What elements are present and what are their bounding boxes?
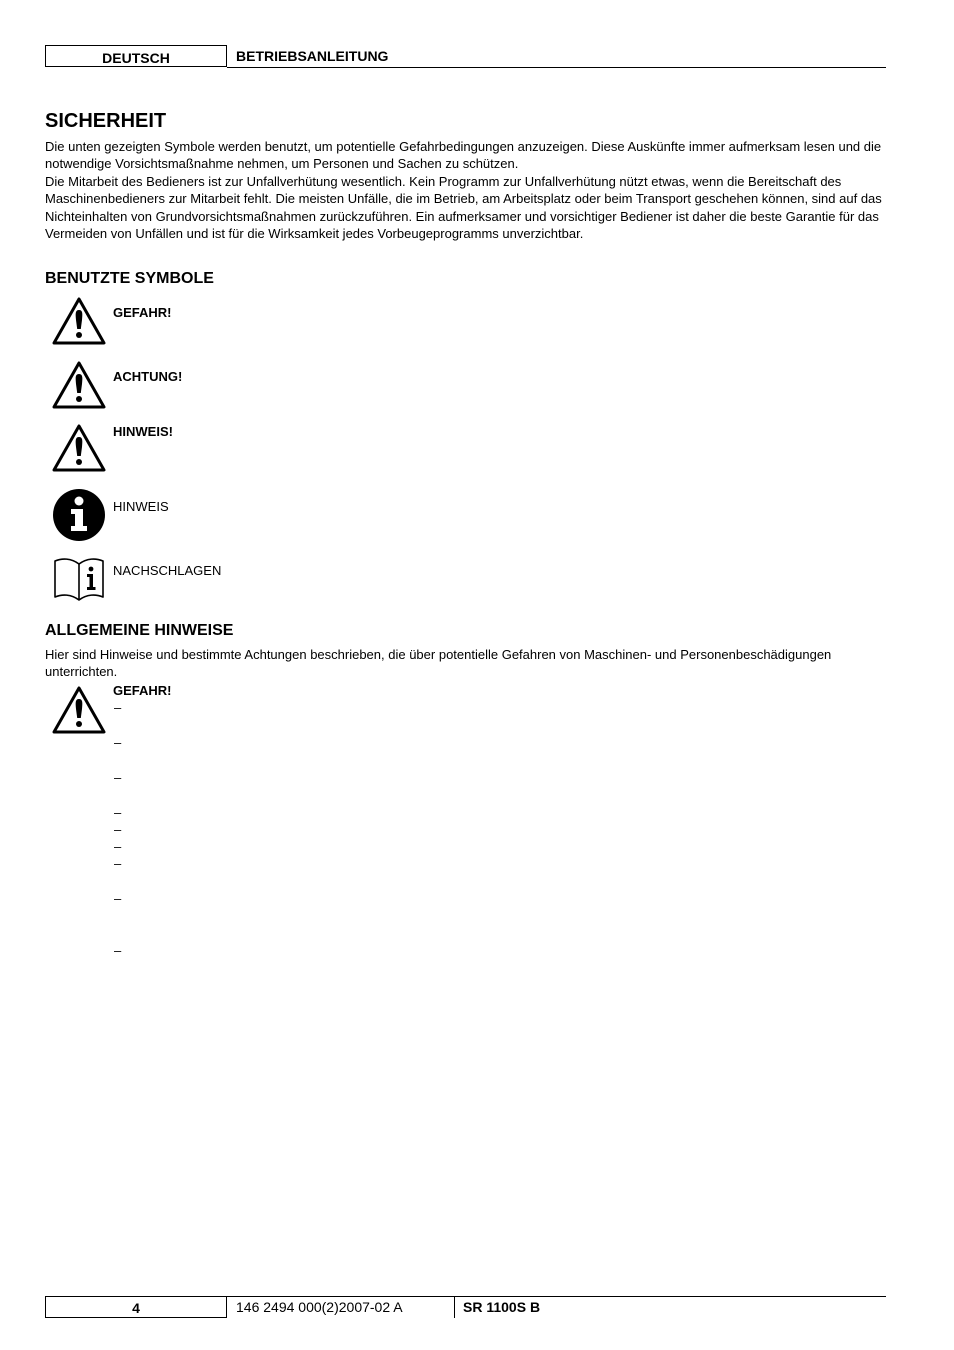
- header-rule: [227, 67, 886, 68]
- section-title-safety: SICHERHEIT: [45, 110, 167, 132]
- list-item-dash: –: [114, 839, 122, 854]
- list-item-dash: –: [114, 822, 122, 837]
- header-title: BETRIEBSANLEITUNG: [236, 48, 389, 64]
- general-danger-label: GEFAHR!: [113, 683, 172, 698]
- symbol-label-caution: ACHTUNG!: [113, 369, 183, 384]
- safety-paragraph-1: Die unten gezeigten Symbole werden benutzt, um potentielle Gefahrbedingungen anzuzeigen. Diese Auskünfte immer aufmerksam lesen und die notwendige Vorsichtsmaßnahme nehmen, um Personen und Sachen zu schützen.: [45, 139, 882, 172]
- list-item-dash: –: [114, 735, 122, 750]
- footer-separator: [454, 1296, 455, 1318]
- warning-triangle-icon: [52, 423, 106, 473]
- warning-triangle-icon: [52, 360, 106, 410]
- list-item-dash: –: [114, 856, 122, 871]
- section-title-symbols: BENUTZTE SYMBOLE: [45, 270, 214, 287]
- warning-triangle-icon: [52, 296, 106, 346]
- manual-book-icon: [52, 556, 106, 602]
- footer-rule: [227, 1296, 886, 1297]
- footer-model: SR 1100S B: [463, 1299, 541, 1315]
- general-intro: Hier sind Hinweise und bestimmte Achtungen beschrieben, die über potentielle Gefahren von Maschinen- und Personenbeschädigungen unterrichten.: [45, 647, 832, 680]
- symbol-label-reference: NACHSCHLAGEN: [113, 563, 222, 578]
- info-circle-icon: [52, 488, 106, 542]
- list-item-dash: –: [114, 770, 122, 785]
- list-item-dash: –: [114, 700, 122, 715]
- section-title-general: ALLGEMEINE HINWEISE: [45, 622, 234, 639]
- safety-paragraph-2: Die Mitarbeit des Bedieners ist zur Unfallverhütung wesentlich. Kein Programm zur Unfallverhütung nützt etwas, wenn die Bereitschaft des Maschinenbedieners zur Mitarbeit fehlt. Die meisten Unfälle, die im Betrieb, am Arbeitsplatz oder beim Transport geschehen können, sind auf das Nichteinhalten von Grundvorsichtsmaßnahmen zurückzuführen. Ein aufmerksamer und vorsichtiger Bediener ist daher die beste Garantie für das Vermeiden von Unfällen und ist für die Wirksamkeit jedes Vorbeugeprogramms unverzichtbar.: [45, 174, 882, 242]
- list-item-dash: –: [114, 891, 122, 906]
- list-item-dash: –: [114, 805, 122, 820]
- header-language: DEUTSCH: [45, 45, 227, 67]
- footer-page-number: 4: [45, 1296, 227, 1318]
- list-item-dash: –: [114, 943, 122, 958]
- warning-triangle-icon: [52, 685, 106, 735]
- symbol-label-notice: HINWEIS: [113, 499, 169, 514]
- symbol-label-danger: GEFAHR!: [113, 305, 172, 320]
- footer-document-number: 146 2494 000(2)2007-02 A: [236, 1299, 403, 1315]
- symbol-label-notice-bold: HINWEIS!: [113, 424, 173, 439]
